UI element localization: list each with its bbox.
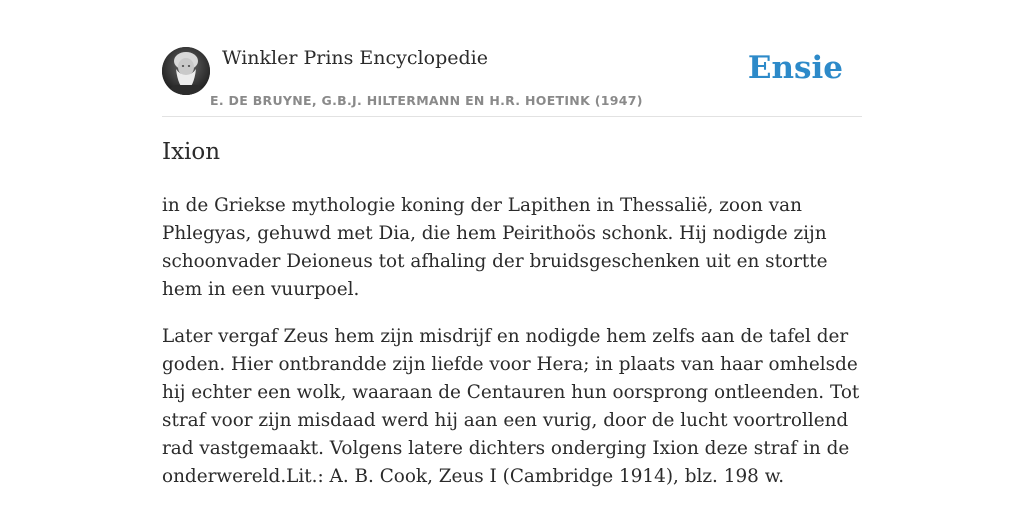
article-paragraph: in de Griekse mythologie koning der Lapithen in Thessalië, zoon van Phlegyas, gehuwd met Dia, die hem Peirithoös schonk. Hij nodigde zijn schoonvader Deioneus tot afhaling der bruidsgeschenken uit en stortte hem in een vuurpoel. [162,195,828,300]
article-paragraph: Later vergaf Zeus hem zijn misdrijf en nodigde hem zelfs aan de tafel der goden. Hier ontbrandde zijn liefde voor Hera; in plaats van haar omhelsde hij echter een wolk, waaraan de Centauren hun oorsprong ontleenden. Tot straf voor zijn misdaad werd hij aan een vurig, door de lucht voortrollend rad vastgemaakt. Volgens latere dichters onderging Ixion deze straf in de onderwereld.Lit.: A. B. Cook, Zeus I (Cambridge 1914), blz. 198 w. [162,326,860,487]
source-header [162,46,862,117]
portrait-photo-icon [162,47,210,95]
article-body [162,192,862,510]
author-avatar[interactable] [162,47,210,95]
source-authors: E. DE BRUYNE, G.B.J. HILTERMANN EN H.R. HOETINK (1947) [210,93,643,108]
ensie-logo-link[interactable]: Ensie [747,50,843,86]
article-title: Ixion [162,139,221,165]
source-title[interactable]: Winkler Prins Encyclopedie [222,47,488,69]
